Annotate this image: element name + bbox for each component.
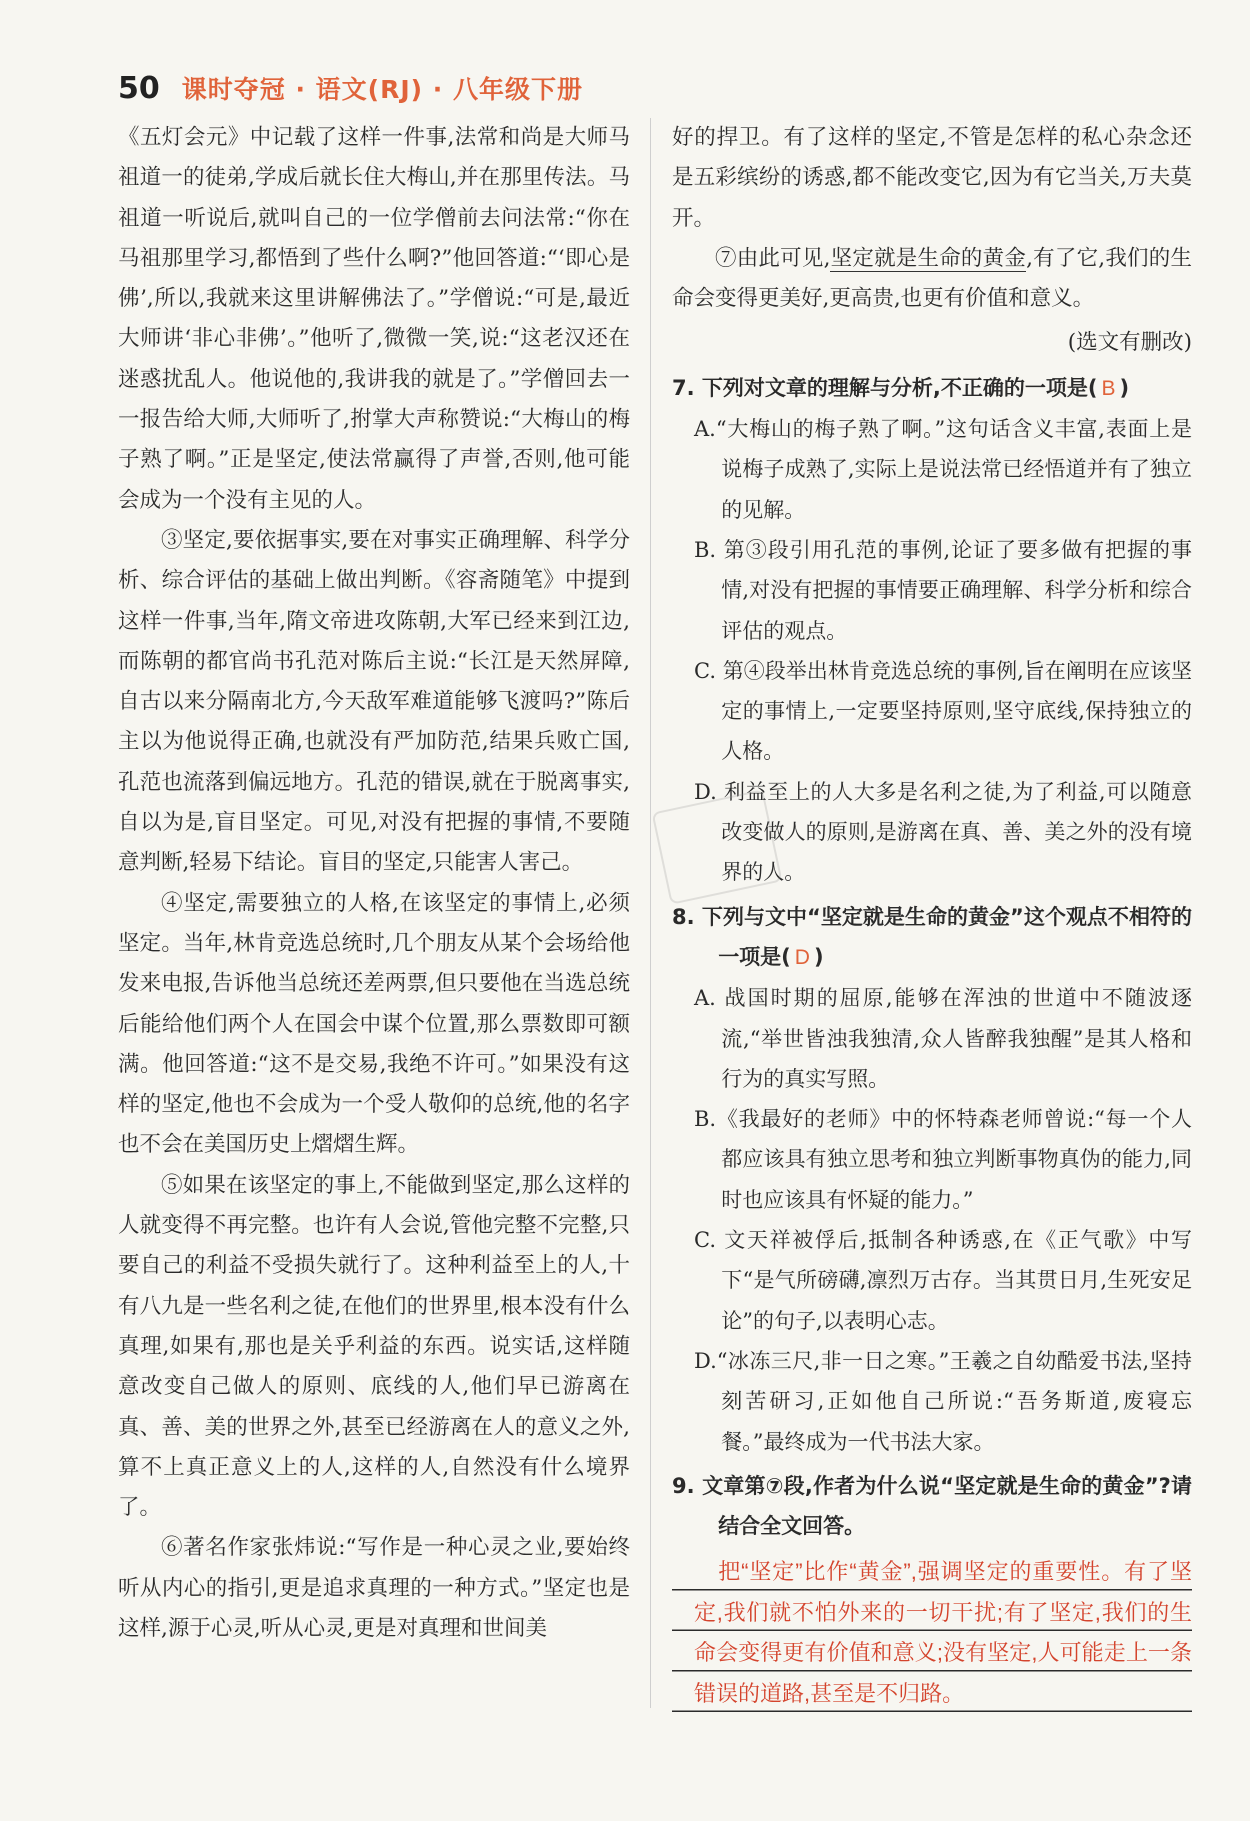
paragraph-6-continued: 好的捍卫。有了这样的坚定,不管是怎样的私心杂念还是五彩缤纷的诱惑,都不能改变它,因为有它当关,万夫莫开。 xyxy=(672,125,1192,231)
right-column xyxy=(672,118,1192,1714)
question-8-option-c: C. 文天祥被俘后,抵制各种诱惑,在《正气歌》中写下“是气所磅礴,凛烈万古存。当其贯日月,生死安足论”的句子,以表明心志。 xyxy=(694,1228,1192,1333)
page-header xyxy=(118,70,583,106)
source-note: (选文有删改) xyxy=(1067,330,1192,356)
column-divider xyxy=(650,118,651,1708)
question-7-option-b: B. 第③段引用孔范的事例,论证了要多做有把握的事情,对没有把握的事情要正确理解、科学分析和综合评估的观点。 xyxy=(694,537,1192,643)
paragraph-story: 《五灯会元》中记载了这样一件事,法常和尚是大师马祖道一的徒弟,学成后就长住大梅山,并在那里传法。马祖道一听说后,就叫自己的一位学僧前去问法常:“你在马祖那里学习,都悟到了些什么啊?”他回答道:“‘即心是佛’,所以,我就来这里讲解佛法了。”学僧说:“可是,最近大师讲‘非心非佛’。”他听了,微微一笑,说:“这老汉还在迷惑扰乱人。他说他的,我讲我的就是了。”学僧回去一一报告给大师,大师听了,拊掌大声称赞说:“大梅山的梅子熟了啊。”正是坚定,使法常赢得了声誉,否则,他可能会成为一个没有主见的人。 xyxy=(118,125,630,513)
question-7-close: ) xyxy=(1119,375,1130,400)
paragraph-7-end: ,有了它,我们的生命会变得更美好,更高贵,也更有价值和意义。 xyxy=(672,245,1192,312)
question-8-option-a: A. 战国时期的屈原,能够在浑浊的世道中不随波逐流,“举世皆浊我独清,众人皆醉我独醒”是其人格和行为的真实写照。 xyxy=(694,986,1192,1091)
question-7-answer: B xyxy=(1101,376,1116,400)
left-column xyxy=(118,118,630,1649)
paragraph-7-start: ⑦由此可见, xyxy=(715,245,831,271)
paragraph-4: ④坚定,需要独立的人格,在该坚定的事情上,必须坚定。当年,林肯竞选总统时,几个朋友从某个会场给他发来电报,告诉他当总统还差两票,但只要他在当选总统后能给他们两个人在国会中谋个位置,那么票数即可额满。他回答道:“这不是交易,我绝不许可。”如果没有这样的坚定,他也不会成为一个受人敬仰的总统,他的名字也不会在美国历史上熠熠生辉。 xyxy=(118,890,630,1158)
question-8 xyxy=(672,897,1192,979)
paragraph-3: ③坚定,要依据事实,要在对事实正确理解、科学分析、综合评估的基础上做出判断。《容斋随笔》中提到这样一件事,当年,隋文帝进攻陈朝,大军已经来到江边,而陈朝的都官尚书孔范对陈后主说:“长江是天然屏障,自古以来分隔南北方,今天敌军难道能够飞渡吗?”陈后主以为他说得正确,也就没有严加防范,结果兵败亡国,孔范也流落到偏远地方。孔范的错误,就在于脱离事实,自以为是,盲目坚定。可见,对没有把握的事情,不要随意判断,轻易下结论。盲目的坚定,只能害人害己。 xyxy=(118,527,630,876)
page-number: 50 xyxy=(118,71,160,106)
paragraph-6: ⑥著名作家张炜说:“写作是一种心灵之业,要始终听从内心的指引,更是追求真理的一种方式。”坚定也是这样,源于心灵,听从心灵,更是对真理和世间美 xyxy=(118,1535,630,1641)
question-9-handwritten-answer: 把“坚定”比作“黄金”,强调坚定的重要性。有了坚定,我们就不怕外来的一切干扰;有了坚定,我们的生命会变得更有价值和意义;没有坚定,人可能走上一条错误的道路,甚至是不归路。 xyxy=(672,1552,1192,1714)
underlined-thesis: 坚定就是生命的黄金 xyxy=(830,245,1027,271)
question-7-option-d: D. 利益至上的人大多是名利之徒,为了利益,可以随意改变做人的原则,是游离在真、善、美之外的没有境界的人。 xyxy=(694,779,1192,885)
question-7-option-a: A.“大梅山的梅子熟了啊。”这句话含义丰富,表面上是说梅子成熟了,实际上是说法常已经悟道并有了独立的见解。 xyxy=(694,417,1192,522)
book-title: 课时夺冠 · 语文(RJ) · 八年级下册 xyxy=(181,75,583,104)
question-8-option-d: D.“冰冻三尺,非一日之寒。”王羲之自幼酷爱书法,坚持刻苦研习,正如他自己所说:“吾务斯道,废寝忘餐。”最终成为一代书法大家。 xyxy=(694,1348,1192,1454)
question-8-option-b: B.《我最好的老师》中的怀特森老师曾说:“每一个人都应该具有独立思考和独立判断事物真伪的能力,同时也应该具有怀疑的能力。” xyxy=(694,1107,1192,1212)
question-7-option-c: C. 第④段举出林肯竞选总统的事例,旨在阐明在应该坚定的事情上,一定要坚持原则,坚守底线,保持独立的人格。 xyxy=(694,658,1192,764)
question-9: 9. 文章第⑦段,作者为什么说“坚定就是生命的黄金”?请结合全文回答。 xyxy=(672,1473,1192,1539)
question-7-stem: 7. 下列对文章的理解与分析,不正确的一项是( xyxy=(672,375,1098,400)
question-7 xyxy=(672,368,1192,409)
question-8-answer: D xyxy=(794,945,810,969)
paragraph-7 xyxy=(672,239,1192,320)
question-8-close: ) xyxy=(813,944,824,969)
question-8-stem: 8. 下列与文中“坚定就是生命的黄金”这个观点不相符的一项是( xyxy=(672,904,1192,969)
paragraph-5: ⑤如果在该坚定的事上,不能做到坚定,那么这样的人就变得不再完整。也许有人会说,管他完整不完整,只要自己的利益不受损失就行了。这种利益至上的人,十有八九是一些名利之徒,在他们的世界里,根本没有什么真理,如果有,那也是关乎利益的东西。说实话,这样随意改变自己做人的原则、底线的人,他们早已游离在真、善、美的世界之外,甚至已经游离在人的意义之外,算不上真正意义上的人,这样的人,自然没有什么境界了。 xyxy=(118,1172,630,1521)
